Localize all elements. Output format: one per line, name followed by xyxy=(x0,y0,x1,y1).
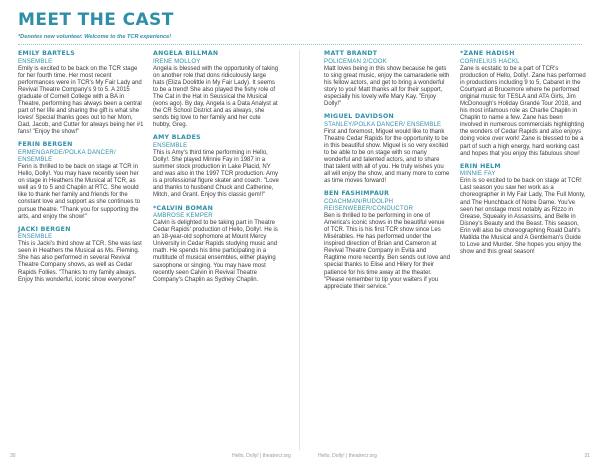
cast-role: CORNELIUS HACKL xyxy=(460,58,520,65)
left-running-footer: Hello, Dolly! | theatrecr.org xyxy=(232,453,291,459)
cast-role: ENSEMBLE xyxy=(18,58,53,65)
cast-bio: Ben is thrilled to be performing in one of America's iconic shows in the beautiful venue of TCR. This is his first TCR show since Les Misérables. He has performed under the inspired direction of Brian and Cameron at Revival Theatre Company in Evita and Ragtime more recently. Ben sends out love and special thanks to Elise and Hilery for their patience for his time away at the theater. "Please remember to tip your waiters if you appreciate their service." xyxy=(324,212,450,290)
cast-role: AMBROSE KEMPER xyxy=(153,213,213,219)
cast-name: BEN FASHIMPAUR xyxy=(324,190,390,198)
cast-role: ENSEMBLE xyxy=(18,234,53,241)
volunteer-note: *Denotes new volunteer. Welcome to the TCR experience! xyxy=(18,34,172,40)
cast-role: STANLEY/POLKA DANCER/ ENSEMBLE xyxy=(324,121,442,128)
cast-name: AMY BLADES xyxy=(153,134,201,142)
left-page-number: 30 xyxy=(10,453,16,459)
cast-role: ENSEMBLE xyxy=(153,142,188,149)
cast-name: *CALVIN BOMAN xyxy=(153,204,214,212)
cast-name: ERIN HELM xyxy=(460,162,501,170)
right-page-number: 31 xyxy=(584,453,590,459)
cast-name: EMILY BARTELS xyxy=(18,50,76,57)
cast-name: ANGELA BILLMAN xyxy=(153,50,219,57)
cast-name: MIGUEL DAVIDSON xyxy=(324,113,395,121)
cast-name: MATT BRANDT xyxy=(324,50,378,57)
cast-role: IRENE MOLLOY xyxy=(153,58,201,65)
cast-entry xyxy=(18,50,144,136)
cast-entry xyxy=(324,50,450,108)
cast-entry xyxy=(324,113,450,185)
page-title: MEET THE CAST xyxy=(18,10,174,30)
cast-name: FERIN BERGEN xyxy=(18,141,73,149)
cast-name: *ZANE HADISH xyxy=(460,50,515,57)
cast-entry xyxy=(460,50,586,158)
page-gutter xyxy=(299,50,300,450)
cast-entry xyxy=(153,205,279,284)
cast-bio: Emily is excited to be back on the TCR stage for her fourth time. Her most recent performances were in TCR's My Fair Lady and Revival Theatre Company's 9 to 5. A 2015 graduate of Cornell College with a BA in Theatre, performing has always been a central part of her life and sharing the gift is what she loves! Special thanks goes out to her Mom, Dad, Jacob, and Cutter for always being her #1 fans! "Enjoy the show!" xyxy=(18,65,144,136)
cast-role: COACHMAN/RUDOLPH REISENWEBER/CONDUCTOR xyxy=(324,198,414,212)
cast-bio: Calvin is delighted to be taking part in Theatre Cedar Rapids' production of Hello, Dolly!. He is an 18-year-old sophomore at Mount Mercy University in Cedar Rapids studying music and math. He spends his time participating in a multitude of musical ensembles, either playing saxophone or singing. You may have most recently seen Calvin in Revival Theatre Company's Chaplin as Sydney Chaplin. xyxy=(153,220,278,283)
header-divider xyxy=(18,44,582,45)
cast-bio: Angela is blessed with the opportunity of taking on another role that dons ridiculously large hats (Eliza Doolittle in My Fair Lady). It seems to be a trend! She also played the fishy role of The Cat in the Hat in Seussical the Musical (eons ago). By day, Angela is a Data Analyst at the CR School District and as always, she sends big love to her family and her cute hubby, Greg. xyxy=(153,65,279,129)
cast-column-2 xyxy=(153,50,279,289)
cast-role: ERMENGARDE/POLKA DANCER/ ENSEMBLE xyxy=(18,149,116,163)
cast-entry xyxy=(460,163,586,257)
cast-bio: Ferin is thrilled to be back on stage at TCR in Hello, Dolly!. You may have recently seen her on stage in Heathers the Musical at TCR, as well as 9 to 5 and Chaplin at RTC. She would like to thank her family and friends for the constant love and support as she continues to pursue theatre. "Thank you for supporting the arts, and enjoy the show!" xyxy=(18,163,141,220)
cast-bio: This is Jacki's third show at TCR. She was last seen in Heathers the Musical as Ms. Fleming. She has also performed in several Revival Theatre Company shows, as well as Cedar Rapids Follies. "Thanks to my family always. Enjoy this wonderful, iconic show everyone!" xyxy=(18,241,142,283)
right-running-footer: Hello, Dolly! | theatrecr.org xyxy=(318,453,377,459)
cast-role: MINNIE FAY xyxy=(460,171,496,178)
cast-entry xyxy=(153,134,279,199)
cast-entry xyxy=(18,226,144,284)
cast-entry xyxy=(324,190,450,291)
cast-bio: Matt loves being in this show because he gets to sing great music, enjoy the camaraderie with his fellow actors, and get to bring a wonderful story to you! Matt thanks all for their support, especially his lovely wife Mary Kay. "Enjoy Dolly!" xyxy=(324,65,450,107)
cast-bio: This is Amy's third time performing in Hello, Dolly!. She played Minnie Fay in 1987 in a summer stock production in Lake Placid, NY and was also in the 1997 TCR production. Amy is a professional figure skater and coach. "Love and thanks to husband Chuck and Catherine, Mitch, and Grant. Enjoy this classic gem!!" xyxy=(153,149,279,199)
cast-role: POLICEMAN 2/COOK xyxy=(324,58,387,65)
cast-column-4 xyxy=(460,50,586,261)
cast-entry xyxy=(18,141,144,220)
cast-column-3 xyxy=(324,50,450,296)
cast-name: JACKI BERGEN xyxy=(18,225,71,233)
cast-bio: Erin is so excited to be back on stage at TCR! Last season you saw her work as a choreographer in My Fair Lady, The Full Monty, and The Hunchback of Notre Dame. You've seen her onstage most notably as Rizzo in Grease, Squeaky in Assassins, and Belle in Disney's Beauty and the Beast. This season, Erin will also be choreographing Roald Dahl's Matilda the Musical and A Gentleman's Guide to Love and Murder. She hopes you enjoy the show and this great season! xyxy=(460,178,586,256)
cast-bio: First and foremost, Miguel would like to thank Theatre Cedar Rapids for the opportunity to be in this beautiful show. Miguel is so very excited to be able to be on stage with so many wonderful and talented actors, and to share that talent with all of you. He truly wishes you all will enjoy the show, and many more to come as time moves forward! xyxy=(324,128,450,185)
cast-column-1 xyxy=(18,50,144,289)
cast-bio: Zane is ecstatic to be a part of TCR's production of Hello, Dolly!. Zane has performed in productions including 9 to 5, Cabaret in the Courtyard at Brucemore where he performed original music for TESLA and ATA Girls, Jim McDonough's Holiday Grande Tour 2018, and his most infamous role as Charlie Chaplin in Chaplin to name a few. Zane has been involved in numerous commercials highlighting the wonders of Cedar Rapids and also enjoys doing voice over work! Zane is blessed to be a part of such a high energy, hard working cast and hopes that you enjoy this fabulous show! xyxy=(460,65,586,157)
cast-entry xyxy=(153,50,279,129)
